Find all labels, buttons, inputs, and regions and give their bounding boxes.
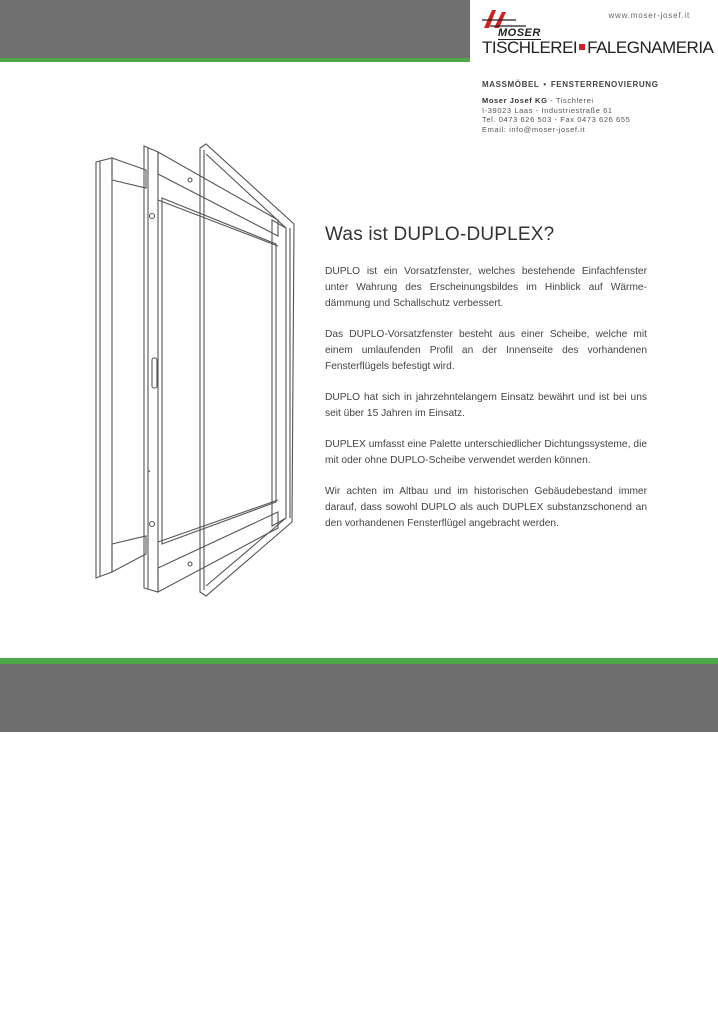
tagline-right: FENSTERRENOVIERUNG [550,80,659,89]
glass-pane [162,198,276,544]
article-paragraph: DUPLEX umfasst eine Palette unterschiedlicher Dichtungssysteme, die mit oder ohne DUPLO-Scheibe verwendet werden können. [325,439,647,466]
existing-sash-bottom [158,512,278,592]
tagline [482,80,659,89]
email-line: Email: info@moser-josef.it [482,124,586,134]
article [325,224,647,547]
contact-block [482,96,630,134]
existing-sash [144,146,158,592]
article-paragraph: DUPLO hat sich in jahrzehntelangem Einsatz bewährt und ist bei uns seit über 15 Jahren im Einsatz. [325,392,647,419]
outer-frame-top [112,158,146,188]
article-paragraph: Wir achten im Altbau und im historischen Gebäudebestand immer darauf, dass sowohl DUPLO als auch DUPLEX substanzschonend an den vorhandenen Fensterflügel angebracht werden. [325,486,647,529]
bottom-gray-band [0,664,718,732]
article-paragraph: DUPLO ist ein Vorsatzfenster, welches bestehende Einfachfenster unter Wahrung des Erscheinungsbildes im Hinblick auf Wärme-dämmung und Schallschutz verbessert. [325,266,647,309]
outer-frame-bottom [112,536,146,572]
tagline-dot: • [543,80,547,89]
letterhead [470,0,718,140]
company-suffix: - Tischlerei [547,96,594,105]
website-url: www.moser-josef.it [608,11,690,20]
article-headline: Was ist DUPLO-DUPLEX? [325,224,555,245]
company-line [482,96,630,106]
logo-title-left: TISCHLEREI [482,38,578,57]
company-name: Moser Josef KG [482,96,548,105]
logo-title-right: FALEGNAMERIA [587,38,714,57]
article-paragraph: Das DUPLO-Vorsatzfenster besteht aus einer Scheibe, welche mit einem umlaufenden Profil an der Innenseite des vorhandenen Fensterflügels befestigt wird. [325,329,647,372]
logo-title [482,39,713,57]
logo-separator [579,44,585,50]
hinge-icon [150,214,155,219]
logo-brand: MOSER [498,27,541,39]
tagline-left: MASSMÖBEL [482,80,540,89]
handle-icon [152,358,157,388]
company-logo [482,6,712,58]
phone-line: Tel. 0473 626 503 - Fax 0473 626 655 [482,115,631,124]
duplo-frame [200,144,294,596]
hinge-icon [150,522,155,527]
address-line: I-39023 Laas - Industriestraße 61 [482,105,613,115]
existing-sash-right [272,220,286,526]
hinge-icon [188,178,192,182]
window-illustration [86,140,301,600]
outer-frame-side [96,158,112,578]
hinge-icon [188,562,192,566]
